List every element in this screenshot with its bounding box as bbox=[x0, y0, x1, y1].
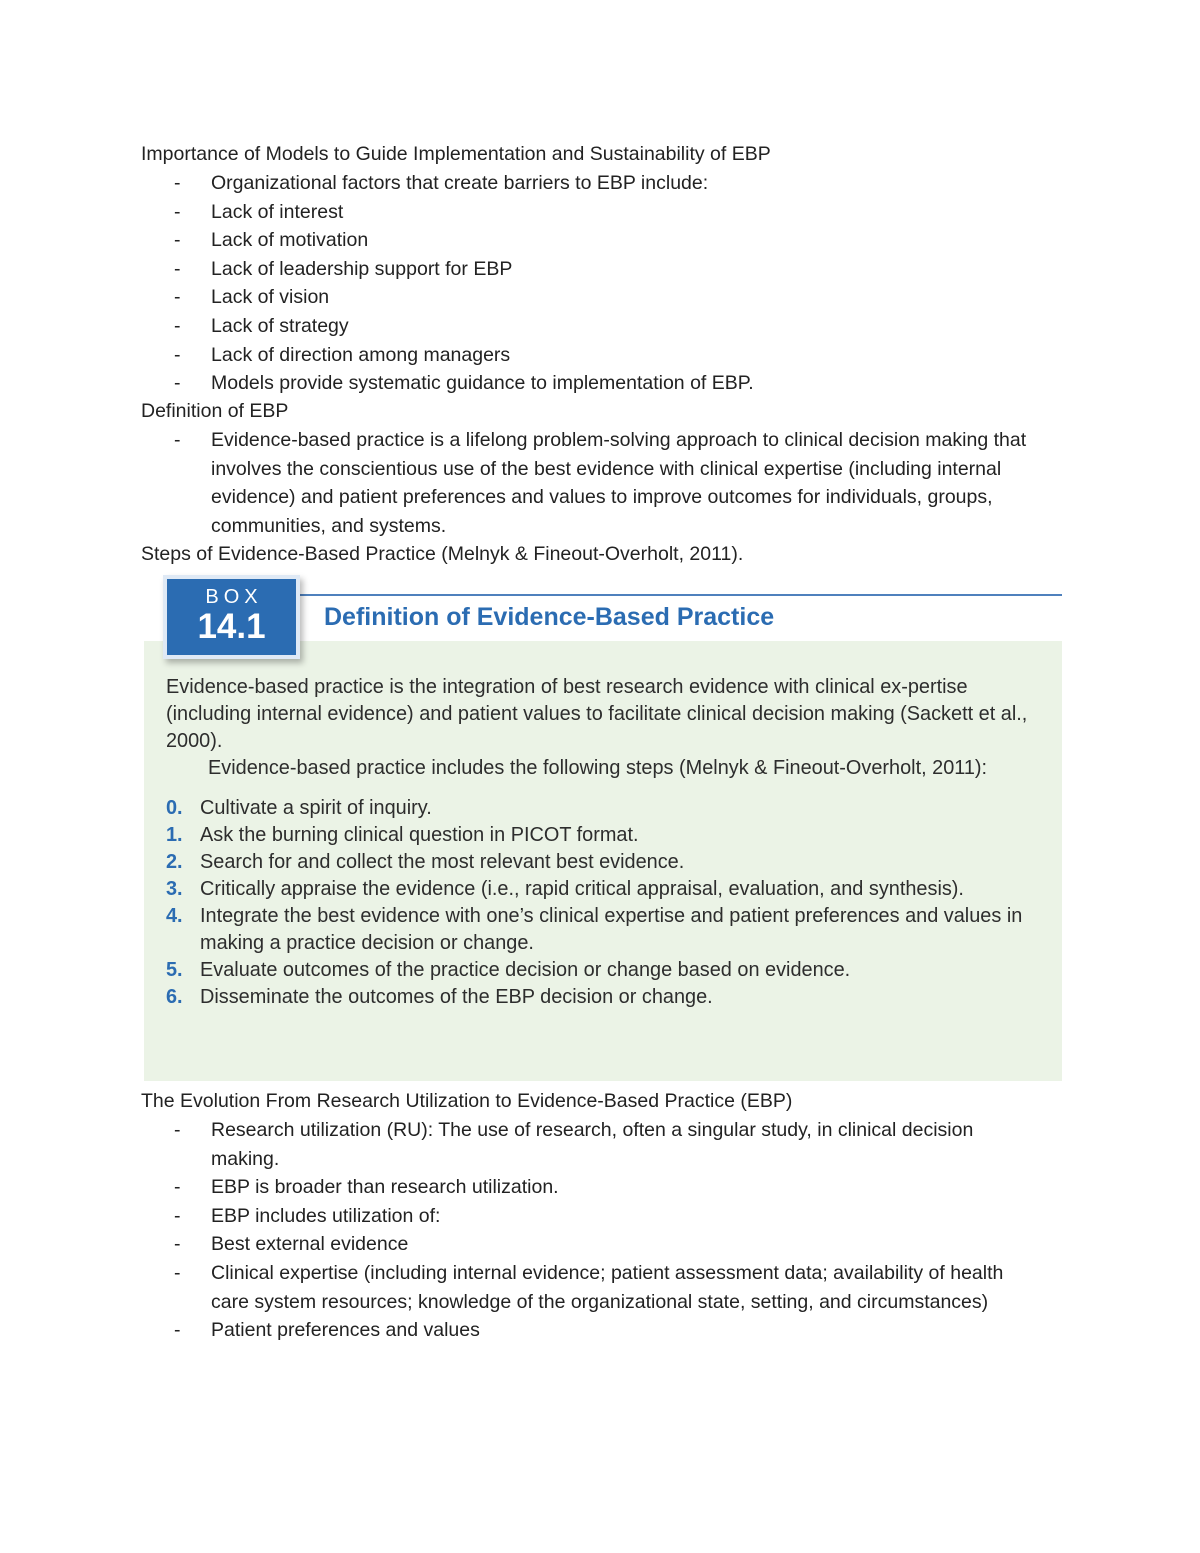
definition-heading: Definition of EBP bbox=[141, 400, 289, 422]
bullet-dash: - bbox=[174, 1233, 181, 1256]
bullet-dash: - bbox=[174, 429, 181, 451]
bullet-dash: - bbox=[174, 1119, 181, 1141]
list-item: - Organizational factors that create barriers to EBP include: bbox=[141, 169, 1041, 198]
box-number: 14.1 bbox=[197, 607, 266, 646]
ebp-step: 4. Integrate the best evidence with one’s clinical expertise and patient preferences and values in making a practice decision or change. bbox=[166, 905, 1023, 954]
list-item: - EBP includes utilization of: bbox=[141, 1202, 1041, 1231]
models-list bbox=[141, 169, 1041, 398]
list-item: - Clinical expertise (including internal evidence; patient assessment data; availability of health care system resources; knowledge of the organizational state, setting, and circumstances) bbox=[141, 1259, 1041, 1316]
definition-box-figure bbox=[141, 573, 1062, 1081]
list-item: - Lack of direction among managers bbox=[141, 341, 1041, 370]
list-item: - Best external evidence bbox=[141, 1230, 1041, 1259]
bullet-dash: - bbox=[174, 343, 181, 366]
box-title: Definition of Evidence-Based Practice bbox=[324, 603, 775, 631]
bullet-dash: - bbox=[174, 314, 181, 337]
list-item: - Lack of motivation bbox=[141, 226, 1041, 255]
ebp-step: 5. Evaluate outcomes of the practice decision or change based on evidence. bbox=[166, 959, 851, 981]
list-item: - Evidence-based practice is a lifelong problem-solving approach to clinical decision making that involves the conscientious use of the best evidence with clinical expertise (including internal evidence) and patient preferences and values to improve outcomes for individuals, groups, communities, and systems. bbox=[141, 426, 1041, 540]
box-title-rule bbox=[296, 594, 1062, 596]
bullet-dash: - bbox=[174, 1204, 181, 1227]
evolution-heading: The Evolution From Research Utilization to Evidence-Based Practice (EBP) bbox=[141, 1090, 793, 1112]
list-item: - Research utilization (RU): The use of research, often a singular study, in clinical decision making. bbox=[141, 1116, 1041, 1173]
box-paragraph: Evidence-based practice is the integration of best research evidence with clinical ex-pertise (including internal evidence) and patient values to facilitate clinical decision making (Sackett et al., 2000). bbox=[166, 676, 1028, 752]
steps-heading: Steps of Evidence-Based Practice (Melnyk & Fineout-Overholt, 2011). bbox=[141, 543, 744, 565]
bullet-dash: - bbox=[174, 372, 181, 395]
list-item: - Lack of vision bbox=[141, 283, 1041, 312]
ebp-steps-list bbox=[166, 795, 1046, 1011]
list-item: - Lack of strategy bbox=[141, 312, 1041, 341]
bullet-dash: - bbox=[174, 257, 181, 280]
bullet-dash: - bbox=[174, 286, 181, 309]
ebp-step: 3. Critically appraise the evidence (i.e., rapid critical appraisal, evaluation, and synthesis). bbox=[166, 878, 964, 900]
box-paragraph: Evidence-based practice includes the following steps (Melnyk & Fineout-Overholt, 2011): bbox=[208, 757, 988, 779]
box-label-text: BOX bbox=[205, 586, 263, 608]
list-item: - Lack of interest bbox=[141, 198, 1041, 227]
evolution-list bbox=[141, 1116, 1041, 1345]
list-item: - Patient preferences and values bbox=[141, 1316, 1041, 1345]
ebp-step: 0. Cultivate a spirit of inquiry. bbox=[166, 797, 432, 819]
bullet-dash: - bbox=[174, 1319, 181, 1342]
bullet-dash: - bbox=[174, 200, 181, 223]
list-item: - Models provide systematic guidance to implementation of EBP. bbox=[141, 369, 1041, 398]
box-body bbox=[166, 674, 1046, 1011]
models-heading: Importance of Models to Guide Implementation and Sustainability of EBP bbox=[141, 143, 771, 165]
ebp-step: 1. Ask the burning clinical question in PICOT format. bbox=[166, 824, 639, 846]
box-number-badge bbox=[167, 579, 296, 655]
bullet-dash: - bbox=[174, 172, 181, 194]
definition-list bbox=[141, 426, 1041, 540]
ebp-step: 2. Search for and collect the most relevant best evidence. bbox=[166, 851, 685, 873]
bullet-dash: - bbox=[174, 229, 181, 252]
list-item: - Lack of leadership support for EBP bbox=[141, 255, 1041, 284]
list-item: - EBP is broader than research utilization. bbox=[141, 1173, 1041, 1202]
bullet-dash: - bbox=[174, 1261, 181, 1284]
bullet-dash: - bbox=[174, 1176, 181, 1199]
ebp-step: 6. Disseminate the outcomes of the EBP decision or change. bbox=[166, 986, 713, 1008]
